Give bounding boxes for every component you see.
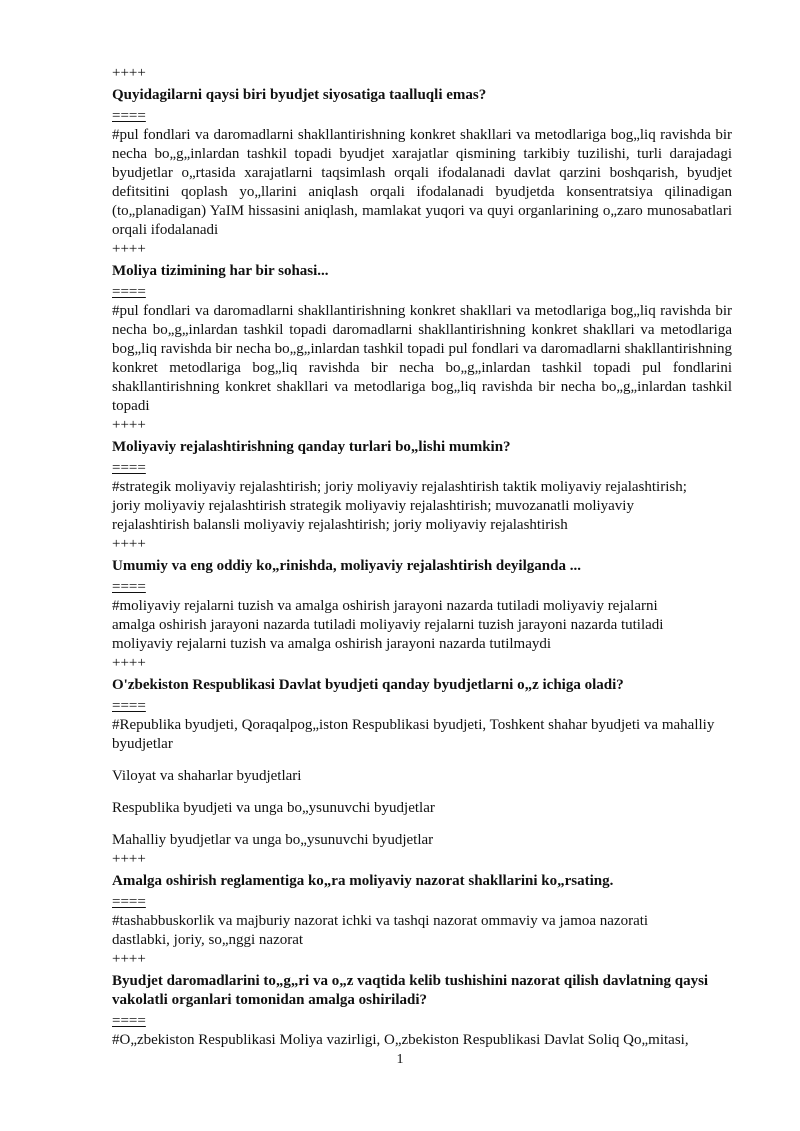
answer-option: Respublika byudjeti va unga bo„ysunuvchi byudjetlar: [112, 800, 435, 816]
separator: ====: [112, 698, 146, 714]
question-block: [112, 850, 732, 950]
answer-option: Mahalliy byudjetlar va unga bo„ysunuvchi byudjetlar: [112, 832, 434, 848]
answer-options: [112, 716, 732, 850]
question-block: [112, 240, 732, 416]
document-body: [112, 64, 732, 1050]
question-block: [112, 535, 732, 654]
answer-text: [112, 912, 732, 950]
separator: ====: [112, 1013, 146, 1029]
block-marker: ++++: [112, 417, 146, 433]
answer-line: rejalashtirish balansli moliyaviy rejalashtirish; joriy moliyaviy rejalashtirish: [112, 517, 568, 533]
answer-text: [112, 478, 732, 535]
block-marker: ++++: [112, 241, 146, 257]
answer-line: #tashabbuskorlik va majburiy nazorat ichki va tashqi nazorat ommaviy va jamoa nazorati: [112, 913, 649, 929]
separator: ====: [112, 284, 146, 300]
separator: ====: [112, 460, 146, 476]
block-marker: ++++: [112, 65, 146, 81]
separator: ====: [112, 894, 146, 910]
answer-text: #pul fondlari va daromadlarni shakllantirishning konkret shakllari va metodlariga bog„liq ravishda bir necha bo„g„inlardan tashkil topadi daromadlarni shakllantirishning konkret shakllari va metodlariga bog„liq ravishda bir necha bo„g„inlardan tashkil topadi pul fondlari va daromadlarni shakllantirishning konkret metodlariga bog„liq ravishda bir necha bo„g„inlardan tashkil topadi pul fondlarini shakllantirishning konkret shakllari va metodlariga bog„liq ravishda bir necha bo„g„inlardan tashkil topadi: [112, 303, 732, 414]
question-block: [112, 654, 732, 850]
answer-option: #Republika byudjeti, Qoraqalpog„iston Respublikasi byudjeti, Toshkent shahar byudjeti va mahalliy byudjetlar: [112, 717, 715, 752]
answer-line: moliyaviy rejalarni tuzish va amalga oshirish jarayoni nazarda tutilmaydi: [112, 636, 552, 652]
question-block: [112, 950, 732, 1050]
answer-line: #strategik moliyaviy rejalashtirish; joriy moliyaviy rejalashtirish taktik moliyaviy rejalashtirish;: [112, 479, 687, 495]
separator: ====: [112, 108, 146, 124]
block-marker: ++++: [112, 851, 146, 867]
answer-text: #O„zbekiston Respublikasi Moliya vazirligi, O„zbekiston Respublikasi Davlat Soliq Qo„mitasi,: [112, 1032, 689, 1048]
answer-text: #pul fondlari va daromadlarni shakllantirishning konkret shakllari va metodlariga bog„liq ravishda bir necha bo„g„inlardan tashkil topadi byudjet xarajatlar qismining tarkibiy tuzilishi, turli darajadagi byudjetlar o„rtasida xarajatlarni taqsimlash orqali ifodalanadi davlat qarzini boshqarish, byudjet defitsitini qoplash yo„llarini aniqlash orqali ifodalanadi byudjetda konsentratsiya qilinadigan (to„planadigan) YaIM hissasini aniqlash, mamlakat yuqori va quyi organlarining o„zaro munosabatlari orqali ifodalanadi: [112, 127, 732, 238]
answer-line: dastlabki, joriy, so„nggi nazorat: [112, 932, 304, 948]
answer-line: amalga oshirish jarayoni nazarda tutiladi moliyaviy rejalarni tuzish jarayoni nazarda tutiladi: [112, 617, 664, 633]
block-marker: ++++: [112, 951, 146, 967]
question-text: Moliyaviy rejalashtirishning qanday turlari bo„lishi mumkin?: [112, 439, 511, 455]
answer-line: #moliyaviy rejalarni tuzish va amalga oshirish jarayoni nazarda tutiladi moliyaviy rejalarni: [112, 598, 658, 614]
question-block: [112, 64, 732, 240]
question-block: [112, 416, 732, 535]
question-text: Amalga oshirish reglamentiga ko„ra moliyaviy nazorat shakllarini ko„rsating.: [112, 873, 614, 889]
separator: ====: [112, 579, 146, 595]
answer-text: [112, 597, 732, 654]
block-marker: ++++: [112, 655, 146, 671]
answer-line: joriy moliyaviy rejalashtirish strategik moliyaviy rejalashtirish; muvozanatli moliyaviy: [112, 498, 634, 514]
block-marker: ++++: [112, 536, 146, 552]
question-text: Moliya tizimining har bir sohasi...: [112, 263, 329, 279]
page-number: 1: [396, 1052, 404, 1067]
question-text: Umumiy va eng oddiy ko„rinishda, moliyaviy rejalashtirish deyilganda ...: [112, 558, 581, 574]
question-text: Byudjet daromadlarini to„g„ri va o„z vaqtida kelib tushishini nazorat qilish davlatning qaysi vakolatli organlari tomonidan amalga oshiriladi?: [112, 973, 709, 1008]
question-text: O'zbekiston Respublikasi Davlat byudjeti qanday byudjetlarni o„z ichiga oladi?: [112, 677, 624, 693]
answer-option: Viloyat va shaharlar byudjetlari: [112, 768, 302, 784]
question-text: Quyidagilarni qaysi biri byudjet siyosatiga taalluqli emas?: [112, 87, 487, 103]
